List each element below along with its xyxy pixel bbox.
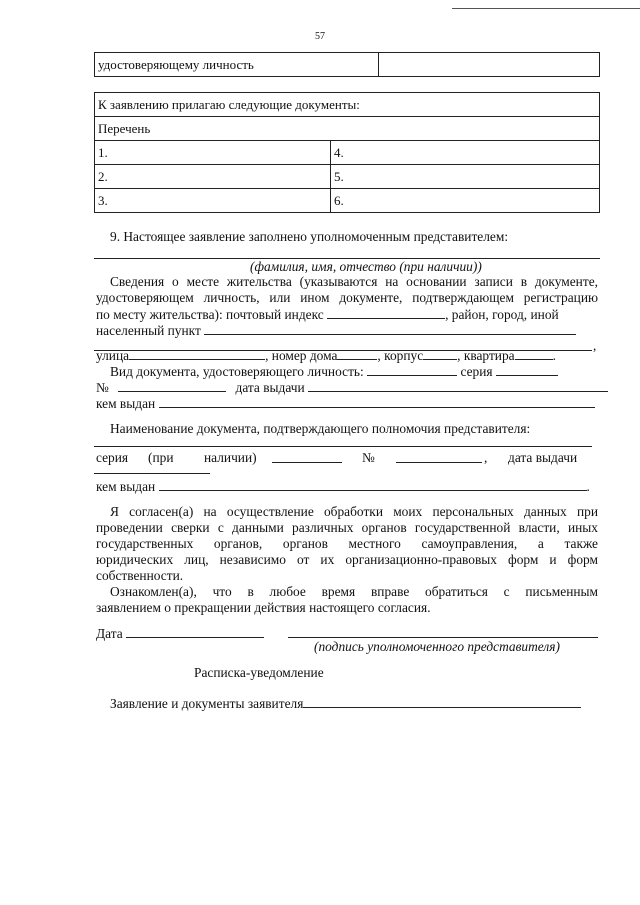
authority-doc-line[interactable] [94,446,592,447]
identity-table [94,52,600,77]
house-field[interactable] [337,347,377,360]
locality-row [96,322,576,339]
authority-series-field[interactable] [272,450,342,463]
consent-line: проведении сверки с данными различных органов государственной власти, иных [96,520,598,535]
house-label: , номер дома [265,348,338,363]
receipt-title: Расписка-уведомление [194,665,324,680]
attachment-item[interactable]: 6. [331,189,600,213]
address-row [96,347,556,364]
doc-type-row [110,363,558,380]
section9-heading: 9. Настоящее заявление заполнено уполномоченным представителем: [110,229,509,244]
postal-code-field[interactable] [327,306,445,319]
number-date-row [96,379,608,396]
issue-date-label: дата выдачи [235,380,305,395]
apartment-field[interactable] [515,347,553,360]
name-caption: (фамилия, имя, отчество (при наличии)) [250,259,482,274]
authority-series-word: (при [148,450,174,465]
street-label: улица [96,348,130,363]
building-field[interactable] [423,347,457,360]
receipt-field[interactable] [303,695,581,708]
authority-issue-date-label: дата выдачи [508,450,578,465]
authority-heading: Наименование документа, подтверждающего полномочия представителя: [110,421,531,436]
identity-label: удостоверяющему личность [95,53,379,77]
authority-issue-date-field[interactable] [94,473,210,474]
attachments-title: К заявлению прилагаю следующие документы: [95,93,600,117]
authority-issued-by-field[interactable] [159,478,587,491]
consent-line: государственных органов, органов местного самоуправления, а также [96,536,598,551]
locality-label: населенный пункт [96,323,201,338]
locality-comma: , [593,338,597,353]
district-label: , район, город, иной [445,307,559,322]
scan-edge-line [452,8,640,9]
issue-date-field[interactable] [308,379,608,392]
authority-issued-by-row [96,478,590,495]
signature-caption: (подпись уполномоченного представителя) [314,639,560,654]
date-label: Дата [96,626,123,641]
authority-comma: , [484,450,488,465]
consent-line: юридических лиц, независимо от их организационно-правовых форм и форм [96,552,598,567]
receipt-label: Заявление и документы заявителя [110,696,304,711]
authority-period: . [586,479,590,494]
doc-type-field[interactable] [367,363,457,376]
page-number: 57 [315,31,325,42]
date-field[interactable] [126,625,264,638]
acknowledge-line: Ознакомлен(а), что в любое время вправе обратиться с письменным [110,584,598,599]
postal-label: по месту жительства): почтовый индекс [96,307,324,322]
address-period: . [552,348,556,363]
consent-line: собственности. [96,568,184,583]
date-row [96,625,264,642]
consent-line: Я согласен(а) на осуществление обработки моих персональных данных при [110,504,598,519]
authority-series-word: серия [96,450,129,465]
building-label: , корпус [377,348,424,363]
identity-value[interactable] [379,53,600,77]
authority-series-word: наличии) [204,450,257,465]
residence-line-1: Сведения о месте жительства (указываются на основании записи в документе, [110,274,598,289]
authority-number-field[interactable] [396,450,482,463]
authority-issued-by-label: кем выдан [96,479,156,494]
number-field[interactable] [118,379,226,392]
attachment-item[interactable]: 3. [95,189,331,213]
issued-by-row [96,395,595,412]
attachments-list-label: Перечень [95,117,600,141]
attachment-item[interactable]: 1. [95,141,331,165]
number-label: № [96,380,109,395]
acknowledge-line: заявлением о прекращении действия настоящего согласия. [96,600,431,615]
series-field[interactable] [496,363,558,376]
doc-type-label: Вид документа, удостоверяющего личность: [110,364,364,379]
postal-row [96,306,559,323]
issued-by-field[interactable] [159,395,595,408]
signature-line[interactable] [288,637,598,638]
authority-number-label: № [362,450,375,465]
attachment-item[interactable]: 2. [95,165,331,189]
attachments-table [94,92,600,213]
issued-by-label: кем выдан [96,396,156,411]
residence-line-2: удостоверяющем личность, или ином документе, подтверждающем регистрацию [96,290,598,305]
apartment-label: , квартира [457,348,515,363]
locality-field[interactable] [204,322,576,335]
attachment-item[interactable]: 5. [331,165,600,189]
series-label: серия [460,364,493,379]
street-field[interactable] [129,347,265,360]
receipt-row [110,695,581,712]
attachment-item[interactable]: 4. [331,141,600,165]
